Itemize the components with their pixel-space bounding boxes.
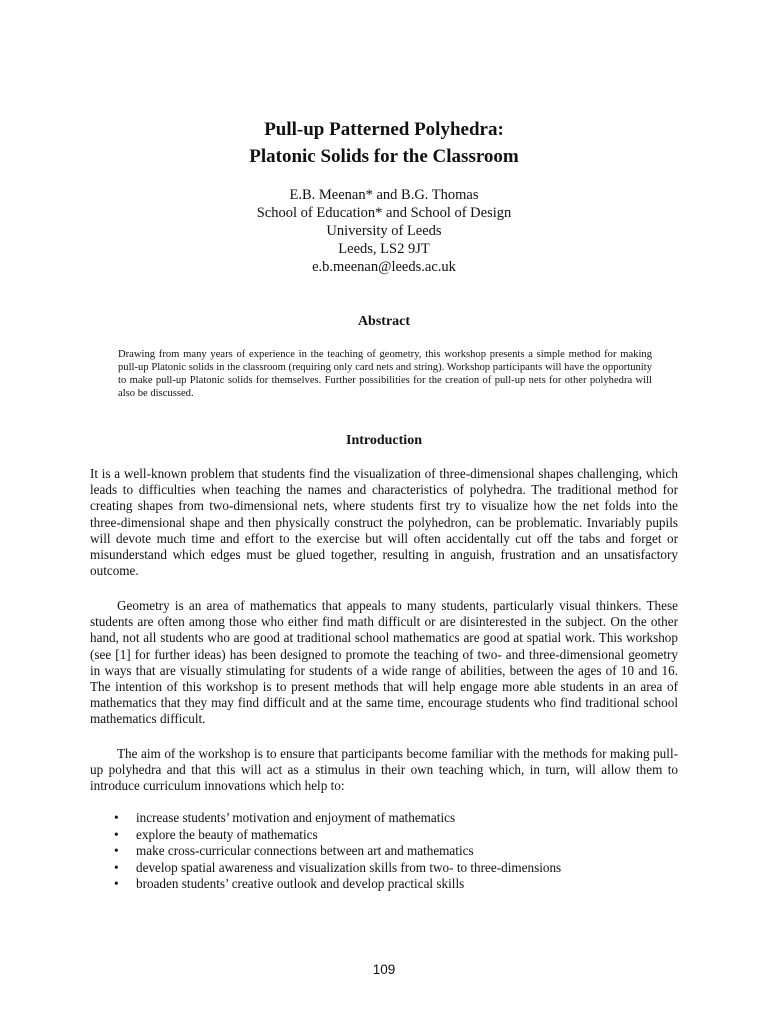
bullet-text: broaden students’ creative outlook and develop practical skills [136,876,465,892]
bullet-item [90,827,678,844]
bullet-icon: • [114,843,119,859]
bullet-item [90,876,678,893]
goals-bullet-list [90,810,678,893]
author-names: E.B. Meenan* and B.G. Thomas [289,187,479,203]
bullet-text: increase students’ motivation and enjoyment of mathematics [136,810,456,825]
bullet-item [90,860,678,877]
bullet-item [90,810,678,827]
title-line-1: Pull-up Patterned Polyhedra: [264,119,504,140]
bullet-text: explore the beauty of mathematics [136,826,318,842]
intro-paragraph-3: The aim of the workshop is to ensure that participants become familiar with the methods for making pull-up polyhedra and that this will act as a stimulus in their own teaching which, in turn, will allow them to introduce curriculum innovations which help to: [90,746,678,794]
author-address: Leeds, LS2 9JT [338,241,430,257]
bullet-item [90,843,678,860]
abstract-heading: Abstract [357,314,411,329]
bullet-text: make cross-curricular connections between art and mathematics [136,843,474,859]
intro-paragraph-2: Geometry is an area of mathematics that appeals to many students, particularly visual thinkers. These students are often among those who either find math difficult or are disinterested in the subject. On the other hand, not all students who are good at traditional school mathematics are good at spatial work. This workshop (see [1] for further ideas) has been designed to promote the teaching of two- and three-dimensional geometry in ways that are visually stimulating for students of a wide range of abilities, between the ages of 10 and 16. The intention of this workshop is to present methods that will help engage more able students in an area of mathematics that they may find difficult and at the same time, encourage students who find traditional school mathematics difficult. [90,598,678,727]
author-block [0,186,768,276]
title-line-2: Platonic Solids for the Classroom [249,146,519,167]
bullet-icon: • [114,826,119,842]
bullet-icon: • [114,810,119,825]
author-affiliation: School of Education* and School of Design [256,205,512,221]
bullet-text: develop spatial awareness and visualization skills from two- to three-dimensions [136,859,562,875]
author-email: e.b.meenan@leeds.ac.uk [312,259,456,275]
page-number: 109 [372,962,396,977]
bullet-icon: • [114,876,119,892]
intro-paragraph-1: It is a well-known problem that students find the visualization of three-dimensional shapes challenging, which leads to difficulties when teaching the names and characteristics of polyhedra. The traditional method for creating shapes from two-dimensional nets, where students first try to visualize how the net folds into the three-dimensional shape and then physically construct the polyhedron, can be problematic. Invariably pupils will devote much time and effort to the exercise but will often accidentally cut off the tabs and forget or misunderstand which edges must be glued together, resulting in anguish, frustration and an unsatisfactory outcome. [90,466,678,579]
introduction-heading: Introduction [346,433,422,448]
abstract-text: Drawing from many years of experience in the teaching of geometry, this workshop presents a simple method for making pull-up Platonic solids in the classroom (requiring only card nets and string). Workshop participants will have the opportunity to make pull-up Platonic solids for themselves. Further possibilities for the creation of pull-up nets for other polyhedra will also be discussed. [118,349,652,399]
paper-title [0,116,768,170]
author-university: University of Leeds [326,223,442,239]
bullet-icon: • [114,859,119,875]
